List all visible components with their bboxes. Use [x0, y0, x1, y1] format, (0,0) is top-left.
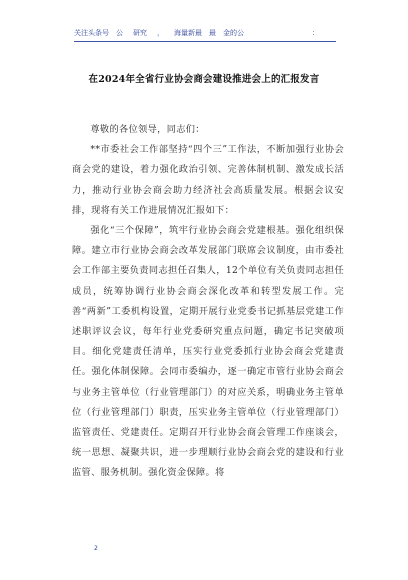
document-title: 在2024年全省行业协会商会建设推进会上的汇报发言 [88, 74, 320, 85]
header-text-1: 关注头条号 [74, 29, 109, 37]
page-header [74, 28, 334, 38]
body-paragraph: **市委社会工作部坚持“四个三”工作法，不断加强行业协会商会党的建设，着力强化政治引领、完善体制机制、激发成长活力，推动行业协会商会助力经济社会高质量发展。根据会议安排，现将有关工作进展情况汇报如下： [72, 144, 344, 216]
header-text-4: ， [157, 29, 164, 37]
body-paragraph: 强化“三个保障”，筑牢行业协会商会党建根基。强化组织保障。建立市行业协会商会改革发展部门联席会议制度，由市委社会工作部主要负责同志担任召集人，12个单位有关负责同志担任成员，统筹协调行业协会商会深化改革和转型发展工作。完善“两新”工委机构设置，定期开展行业党委书记抓基层党建工作述职评议会议，每年行业党委研究重点问题，确定书记突破项目。细化党建责任清单，压实行业党委抓行业协会商会党建责任。强化体制保障。会同市委编办，逐一确定市管行业协会商会与业务主管单位（行业管理部门）的对应关系，明确业务主管单位（行业管理部门）职责，压实业务主管单位（行业管理部门）监管责任、党建责任。定期召开行业协会商会管理工作座谈会，统一思想、凝聚共识，进一步理顺行业协会商会党的建设和行业监管、服务机制。强化资金保障。将 [72, 225, 344, 479]
header-divider [74, 41, 336, 42]
header-text-8: ： [312, 29, 319, 37]
header-text-5: 海量新最 [174, 29, 202, 37]
page-footer-mark: 2 [94, 545, 98, 552]
header-text-3: 研究 [133, 29, 147, 37]
document-body [72, 120, 344, 484]
header-text-6: 最 [209, 29, 216, 37]
header-text-2: 公 [116, 29, 123, 37]
header-text-7: 金的公 [223, 29, 244, 37]
salutation: 尊敬的各位领导，同志们： [90, 124, 205, 135]
